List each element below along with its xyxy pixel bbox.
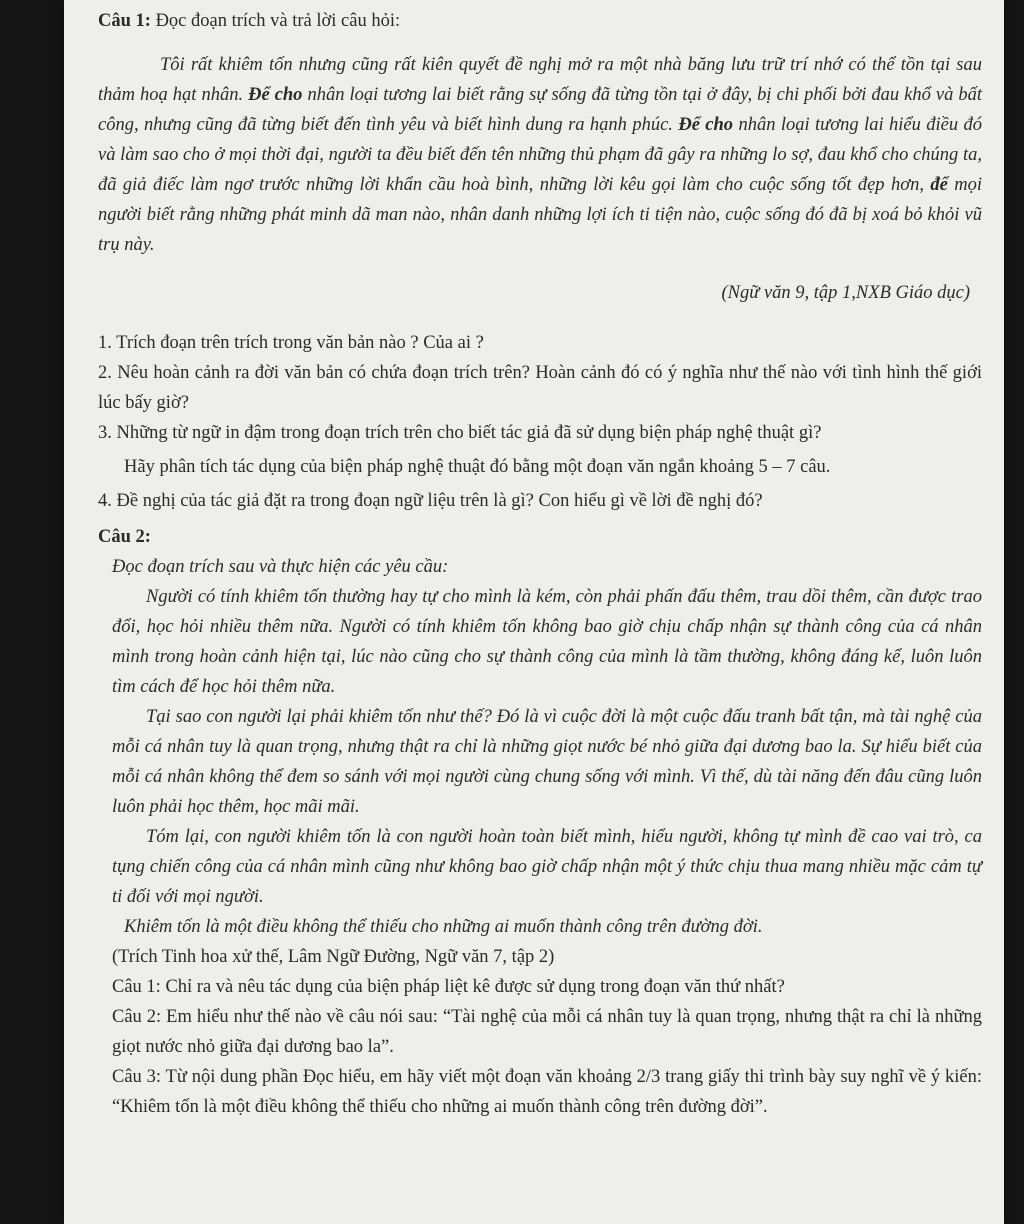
cau1-heading-text: Đọc đoạn trích và trả lời câu hỏi: [155,11,401,31]
passage-text-2: nhân loại tương lai biết rằng sự sống đã từng tồn tại ở đây, bị chi phối bởi đau khổ và bất công, nhưng cũng đã từng biết đến tình yêu và biết hình dung ra hạnh phúc. [98,85,982,135]
cau1-question-2: 2. Nêu hoàn cảnh ra đời văn bản có chứa đoạn trích trên? Hoàn cảnh đó có ý nghĩa như thế nào với tình hình thế giới lúc bấy giờ? [98,363,982,413]
cau2-paragraph-4: Khiêm tốn là một điều không thể thiếu cho những ai muốn thành công trên đường đời. [124,917,763,937]
cau2-title: Câu 2: [98,527,151,547]
passage-text-3: nhân loại tương lai hiểu điều đó và làm sao cho ở mọi thời đại, người ta đều biết đến tên những thủ phạm đã gây ra những lo sợ, đau khổ cho chúng ta, đã giả điếc làm ngơ trước những lời khẩn cầu hoà bình, những lời kêu gọi làm cho cuộc sống tốt đẹp hơn, [98,115,982,195]
cau1-heading [98,6,982,36]
passage-bold-1: Để cho [248,85,303,105]
cau1-heading-label: Câu 1: [98,11,151,31]
cau1-passage [98,50,982,260]
cau2-question-3: Câu 3: Từ nội dung phần Đọc hiểu, em hãy viết một đoạn văn khoảng 2/3 trang giấy thi trình bày suy nghĩ về ý kiến: “Khiêm tốn là một điều không thể thiếu cho những ai muốn thành công trên đường đời”. [112,1067,982,1117]
passage-bold-3: để [930,175,948,195]
cau1-question-3b: Hãy phân tích tác dụng của biện pháp nghệ thuật đó bằng một đoạn văn ngắn khoảng 5 – 7 câu. [124,457,831,477]
cau2-paragraph-2: Tại sao con người lại phải khiêm tốn như thế? Đó là vì cuộc đời là một cuộc đấu tranh bất tận, mà tài nghệ của mỗi cá nhân tuy là quan trọng, nhưng thật ra chỉ là những giọt nước bé nhỏ giữa đại dương bao la. Sự hiểu biết của mỗi cá nhân không thể đem so sánh với mọi người cùng chung sống với mình. Vì thế, dù tài năng đến đâu cũng luôn luôn phải học thêm, học mãi mãi. [112,707,982,817]
cau2-source: (Trích Tinh hoa xử thế, Lâm Ngữ Đường, Ngữ văn 7, tập 2) [112,947,555,967]
cau2-paragraph-1: Người có tính khiêm tốn thường hay tự cho mình là kém, còn phải phấn đấu thêm, trau dồi thêm, cần được trao đổi, học hỏi nhiều thêm nữa. Người có tính khiêm tốn không bao giờ chịu chấp nhận sự thành công của cá nhân mình trong hoàn cảnh hiện tại, lúc nào cũng cho sự thành công của mình là tầm thường, không đáng kể, luôn luôn tìm cách để học hỏi thêm nữa. [112,587,982,697]
document-page [64,0,1004,1224]
passage-bold-2: Để cho [678,115,734,135]
cau1-question-3: 3. Những từ ngữ in đậm trong đoạn trích trên cho biết tác giả đã sử dụng biện pháp nghệ thuật gì? [98,423,822,443]
cau2-paragraph-3: Tóm lại, con người khiêm tốn là con người hoàn toàn biết mình, hiểu người, không tự mình đề cao vai trò, ca tụng chiến công của cá nhân mình cũng như không bao giờ chấp nhận một ý thức chịu thua mang nhiều mặc cảm tự ti đối với mọi người. [112,827,982,907]
cau1-source: (Ngữ văn 9, tập 1,NXB Giáo dục) [721,283,970,303]
cau1-question-1: 1. Trích đoạn trên trích trong văn bản nào ? Của ai ? [98,333,484,353]
cau2-question-2: Câu 2: Em hiểu như thế nào về câu nói sau: “Tài nghệ của mỗi cá nhân tuy là quan trọng, nhưng thật ra chỉ là những giọt nước nhỏ giữa đại dương bao la”. [112,1007,982,1057]
cau2-instruction: Đọc đoạn trích sau và thực hiện các yêu cầu: [112,557,449,577]
passage-text-4: mọi người biết rằng những phát minh dã man nào, nhân danh những lợi ích ti tiện nào, cuộc sống đó đã bị xoá bỏ khỏi vũ trụ này. [98,175,983,255]
passage-text-1: Tôi rất khiêm tốn nhưng cũng rất kiên quyết đề nghị mở ra một nhà băng lưu trữ trí nhớ có thể tồn tại sau thảm hoạ hạt nhân. [98,55,982,105]
cau1-question-4: 4. Đề nghị của tác giả đặt ra trong đoạn ngữ liệu trên là gì? Con hiểu gì về lời đề nghị đó? [98,491,763,511]
document-content [98,6,982,1122]
cau2-question-1: Câu 1: Chỉ ra và nêu tác dụng của biện pháp liệt kê được sử dụng trong đoạn văn thứ nhất? [112,977,785,997]
